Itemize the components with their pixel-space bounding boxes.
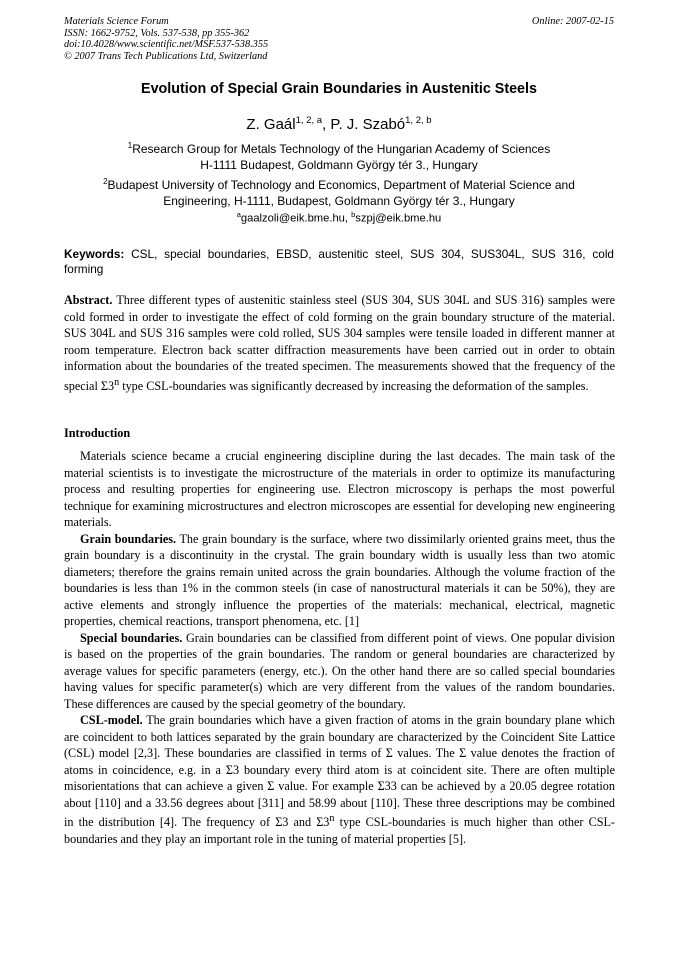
paragraph <box>64 531 615 630</box>
paragraph-lead: Special boundaries. <box>80 630 183 645</box>
paragraph-text: Grain boundaries can be classified from different point of views. One popular division is based on the properties of the grain boundaries. The random or general boundaries are characterized by average values for specific parameters (energy, etc.). On the other hand there are so called special boundaries having values for specific parameter(s) which are very different from the values of the random boundaries. These differences are caused by the special geometry of the boundary. <box>64 630 615 711</box>
paragraph-text: The grain boundary is the surface, where two dissimilarly oriented grains meet, thus the grain boundary is a discontinuity in the crystal. The grain boundary width is usually less than two atomic diameters; therefore the grains remain united across the grain boundaries. Although the volume fraction of the boundaries is less than 1% in the common steels (in case of nanostructural materials it can be 50%), they are active elements and strongly influence the properties of the materials: mechanical, electrical, magnetic properties, chemical reactions, transport phenomena, etc. [1] <box>64 531 615 628</box>
paragraph: Materials science became a crucial engineering discipline during the last decades. The main task of the material scientists is to investigate the microstructure of the materials in order to optimize its manufacturing process and resulting properties for engineering use. Electron microscopy is perhaps the most powerful technique for examining microstructures and electron microscopes are essential for developing new engineering materials. <box>64 449 615 529</box>
issn-line: ISSN: 1662-9752, Vols. 537-538, pp 355-362 <box>64 27 250 39</box>
paragraph-lead: Grain boundaries. <box>80 531 177 546</box>
paper-title: Evolution of Special Grain Boundaries in Austenitic Steels <box>141 81 537 97</box>
email-address[interactable]: szpj@eik.bme.hu <box>355 212 442 225</box>
copyright-line: © 2007 Trans Tech Publications Ltd, Switzerland <box>64 50 268 62</box>
paragraph <box>64 712 615 847</box>
affiliation-line: Budapest University of Technology and Economics, Department of Material Science and <box>107 178 575 192</box>
paragraph-sup: n <box>329 813 335 824</box>
affiliation-2 <box>60 174 618 209</box>
author-name: P. J. Szabó <box>330 116 406 133</box>
keywords-text: CSL, special boundaries, EBSD, austenitic steel, SUS 304, SUS304L, SUS 316, cold forming <box>64 247 614 276</box>
abstract-sup: n <box>114 376 120 388</box>
abstract-label: Abstract. <box>64 293 113 307</box>
paragraph-lead: CSL-model. <box>80 713 143 727</box>
affiliation-line: Engineering, H-1111, Budapest, Goldmann György tér 3., Hungary <box>163 193 515 208</box>
doi-line[interactable]: doi:10.4028/www.scientific.net/MSF.537-538.355 <box>64 39 269 51</box>
paragraph-text-end: type CSL-boundaries is much higher than other CSL-boundaries and they play an important role in the tuning of material properties [5]. <box>64 815 615 846</box>
journal-header <box>64 16 268 62</box>
affiliation-number: 2 <box>103 177 108 186</box>
email-address[interactable]: gaalzoli@eik.bme.hu <box>240 212 345 225</box>
introduction-heading: Introduction <box>64 426 131 440</box>
email-line <box>0 210 678 225</box>
affiliation-1 <box>60 138 618 173</box>
email-separator: , <box>344 212 352 225</box>
paragraph-text: The grain boundaries which have a given fraction of atoms in the grain boundary plane which are coincident to both lattices separated by the grain boundary are characterized by the Coincident Site Lattice (CSL) model [2,3]. These boundaries are classified in terms of Σ values. The Σ value denotes the fraction of atoms in coincidence, e.g. in a Σ3 boundary every third atom is at coincident site. There are often multiple misorientations that can achieve a given Σ value. For example Σ33 can be achieved by a 20.05 degree rotation about [110] and a 33.56 degrees about [311] and 58.99 about [110]. These three descriptions may be combined in the distribution [4]. The frequency of Σ3 and Σ3 <box>64 713 615 830</box>
abstract-text-end: type CSL-boundaries was significantly decreased by increasing the deformation of the samples. <box>119 378 589 393</box>
online-date: Online: 2007-02-15 <box>531 16 614 27</box>
affiliation-line: Research Group for Metals Technology of the Hungarian Academy of Sciences <box>132 142 551 156</box>
journal-name: Materials Science Forum <box>64 16 169 27</box>
abstract-section <box>64 292 615 394</box>
keywords-section <box>64 247 614 276</box>
abstract-text: Three different types of austenitic stainless steel (SUS 304, SUS 304L and SUS 316) samples were cold formed in order to investigate the effect of cold forming on the grain boundary structure of the material. SUS 304L and SUS 316 samples were cold rolled, SUS 304 samples were tensile loaded in different manner at room temperature. Electron back scatter diffraction measurements have been carried out in order to obtain information about the boundaries of the treated specimen. The measurements showed that the frequency of the special Σ3 <box>64 293 616 393</box>
author-affiliation-sup: 1, 2, b <box>405 115 432 126</box>
author-name: Z. Gaál <box>246 116 296 133</box>
author-line <box>0 115 678 133</box>
email-sup: a <box>236 210 241 219</box>
affiliation-number: 1 <box>127 141 133 150</box>
author-affiliation-sup: 1, 2, a <box>295 115 323 126</box>
paragraph <box>64 630 615 713</box>
keywords-label: Keywords: <box>64 247 125 261</box>
author-separator: , <box>322 116 331 133</box>
email-sup: b <box>351 210 356 219</box>
affiliation-line: H-1111 Budapest, Goldmann György tér 3., Hungary <box>200 157 478 172</box>
introduction-section <box>64 448 615 847</box>
